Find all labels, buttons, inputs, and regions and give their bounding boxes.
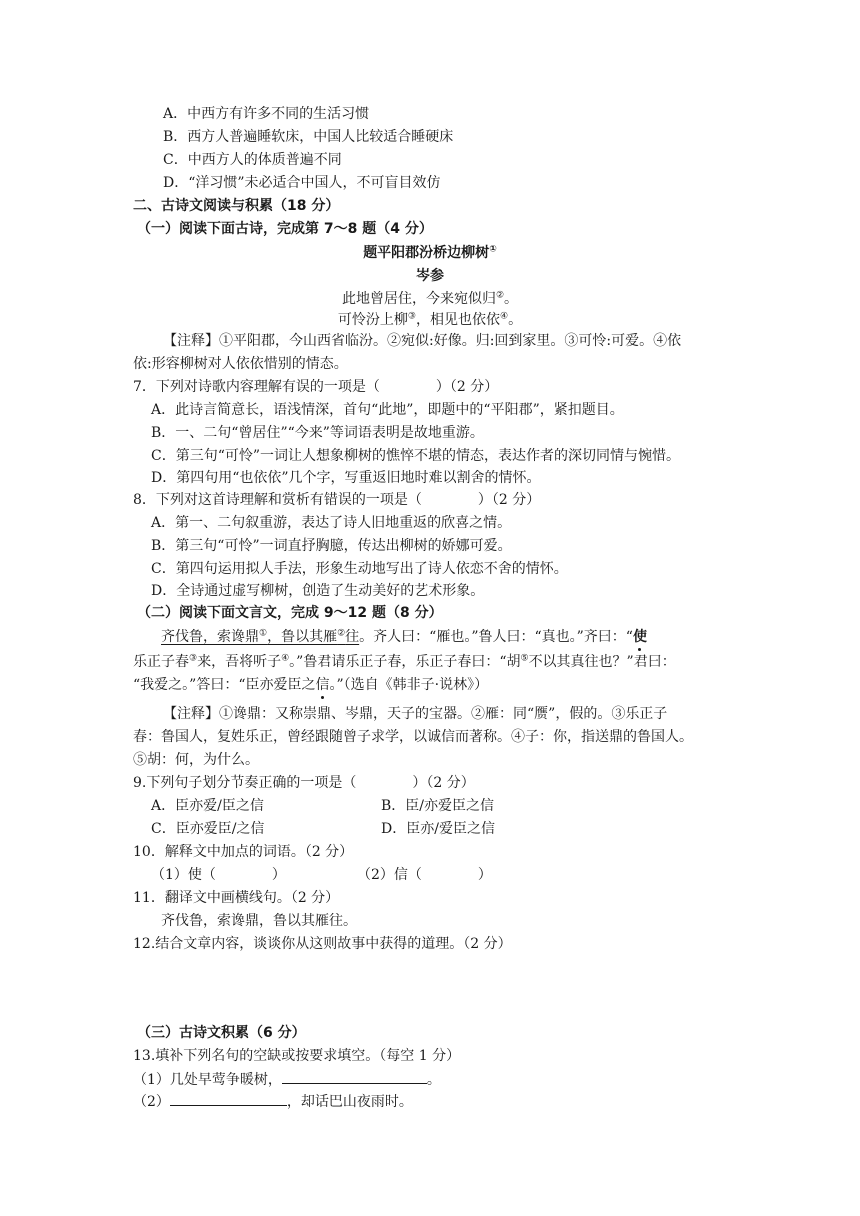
q8-option-a: A．第一、二句叙重游，表达了诗人旧地重返的欣喜之情。 (151, 515, 512, 531)
prose-line-1: 齐伐鲁，索谗鼎①，鲁以其雁②往。齐人曰：“雁也。”鲁人曰：“真也。”齐曰：“使 (161, 628, 647, 645)
underlined-sentence: 齐伐鲁，索谗鼎①，鲁以其雁②往 (161, 628, 360, 645)
q8-option-d: D．全诗通过虚写柳树，创造了生动美好的艺术形象。 (151, 583, 485, 599)
q6-option-c: C．中西方人的体质普遍不同 (163, 152, 342, 168)
q7-option-c: C．第三句“可怜”一词让人想象柳树的憔悴不堪的情态，表达作者的深切同情与惋惜。 (151, 448, 681, 464)
q10-item-2: （2）信（ ） (357, 867, 492, 883)
prose-note-line-2: 春：鲁国人，复姓乐正，曾经跟随曾子求学，以诚信而著称。④子：你，指送鼎的鲁国人。 (133, 729, 693, 745)
section-heading: 二、古诗文阅读与积累（18 分） (133, 198, 340, 214)
q8-option-c: C．第四句运用拟人手法，形象生动地写出了诗人依恋不舍的情怀。 (151, 561, 568, 577)
dotted-word-shi: 使 (632, 629, 647, 645)
q11-sentence: 齐伐鲁，索谗鼎，鲁以其雁往。 (161, 913, 357, 929)
q9-stem: 9.下列句子划分节奏正确的一项是（ ）（2 分） (133, 775, 475, 791)
q8-option-b: B．第三句“可怜”一词直抒胸臆，传达出柳树的娇娜可爱。 (151, 538, 512, 554)
poem-note-line-2: 依:形容柳树对人依依惜别的情态。 (133, 356, 348, 372)
q10-item-1: （1）使（ ） (151, 867, 286, 883)
q9-option-c: C．臣亦爱臣/之信 (151, 821, 265, 837)
dotted-word-xin: 信 (315, 677, 330, 693)
poem-line-1: 此地曾居住，今来宛似归②。 (341, 290, 519, 307)
q6-option-b: B．西方人普遍睡软床，中国人比较适合睡硬床 (163, 129, 454, 145)
prose-note-line-1: 【注释】①谗鼎：又称崇鼎、岑鼎，天子的宝器。②雁：同“赝”，假的。③乐正子 (163, 706, 668, 722)
answer-blank (170, 1091, 287, 1106)
q12-stem: 12.结合文章内容，谈谈你从这则故事中获得的道理。（2 分） (133, 936, 512, 952)
q7-option-a: A．此诗言简意长，语浅情深，首句“此地”，即题中的“平阳郡”，紧扣题目。 (151, 402, 624, 418)
q8-stem: 8．下列对这首诗理解和赏析有错误的一项是（ ）（2 分） (133, 492, 541, 508)
part2-heading: （二）阅读下面文言文，完成 9～12 题（8 分） (137, 605, 443, 621)
q7-option-b: B．一、二句“曾居住”“今来”等词语表明是故地重游。 (151, 425, 484, 441)
q11-stem: 11．翻译文中画横线句。（2 分） (133, 890, 340, 906)
q7-stem: 7．下列对诗歌内容理解有误的一项是（ ）（2 分） (133, 379, 499, 395)
q13-item-2: （2） ，却话巴山夜雨时。 (133, 1091, 413, 1112)
q9-option-a: A．臣亦爱/臣之信 (151, 798, 264, 814)
q9-option-d: D．臣亦/爱臣之信 (381, 821, 495, 837)
q7-option-d: D．第四句用“也依依”几个字，写重返旧地时难以割舍的情怀。 (151, 470, 541, 486)
q6-option-a: A．中西方有许多不同的生活习惯 (163, 106, 370, 122)
poem-note-line-1: 【注释】①平阳郡，今山西省临汾。②宛似:好像。归:回到家里。③可怜:可爱。④依 (163, 333, 682, 349)
q13-item-1: （1）几处早莺争暖树， 。 (133, 1069, 441, 1090)
q10-stem: 10．解释文中加点的词语。（2 分） (133, 844, 354, 860)
prose-note-line-3: ⑤胡：何，为什么。 (133, 752, 259, 768)
poem-line-2: 可怜汾上柳③，相见也依依④。 (337, 311, 523, 328)
prose-line-3: “我爱之。”答曰：“臣亦爱臣之信。”（选自《韩非子·说林》） (133, 677, 489, 693)
q6-option-d: D．“洋习惯”未必适合中国人，不可盲目效仿 (163, 175, 441, 191)
poem-author: 岑参 (416, 268, 444, 284)
q13-stem: 13.填补下列名句的空缺或按要求填空。（每空 1 分） (133, 1048, 461, 1064)
part1-heading: （一）阅读下面古诗，完成第 7～8 题（4 分） (137, 221, 433, 237)
prose-line-2: 乐正子春③来，吾将听子④。”鲁君请乐正子春，乐正子春曰：“胡⑤不以其真往也？”君曰： (133, 653, 676, 670)
q9-option-b: B．臣/亦爱臣之信 (381, 798, 495, 814)
part3-heading: （三）古诗文积累（6 分） (137, 1025, 306, 1041)
answer-blank (282, 1069, 427, 1084)
poem-title: 题平阳郡汾桥边柳树① (363, 244, 497, 261)
